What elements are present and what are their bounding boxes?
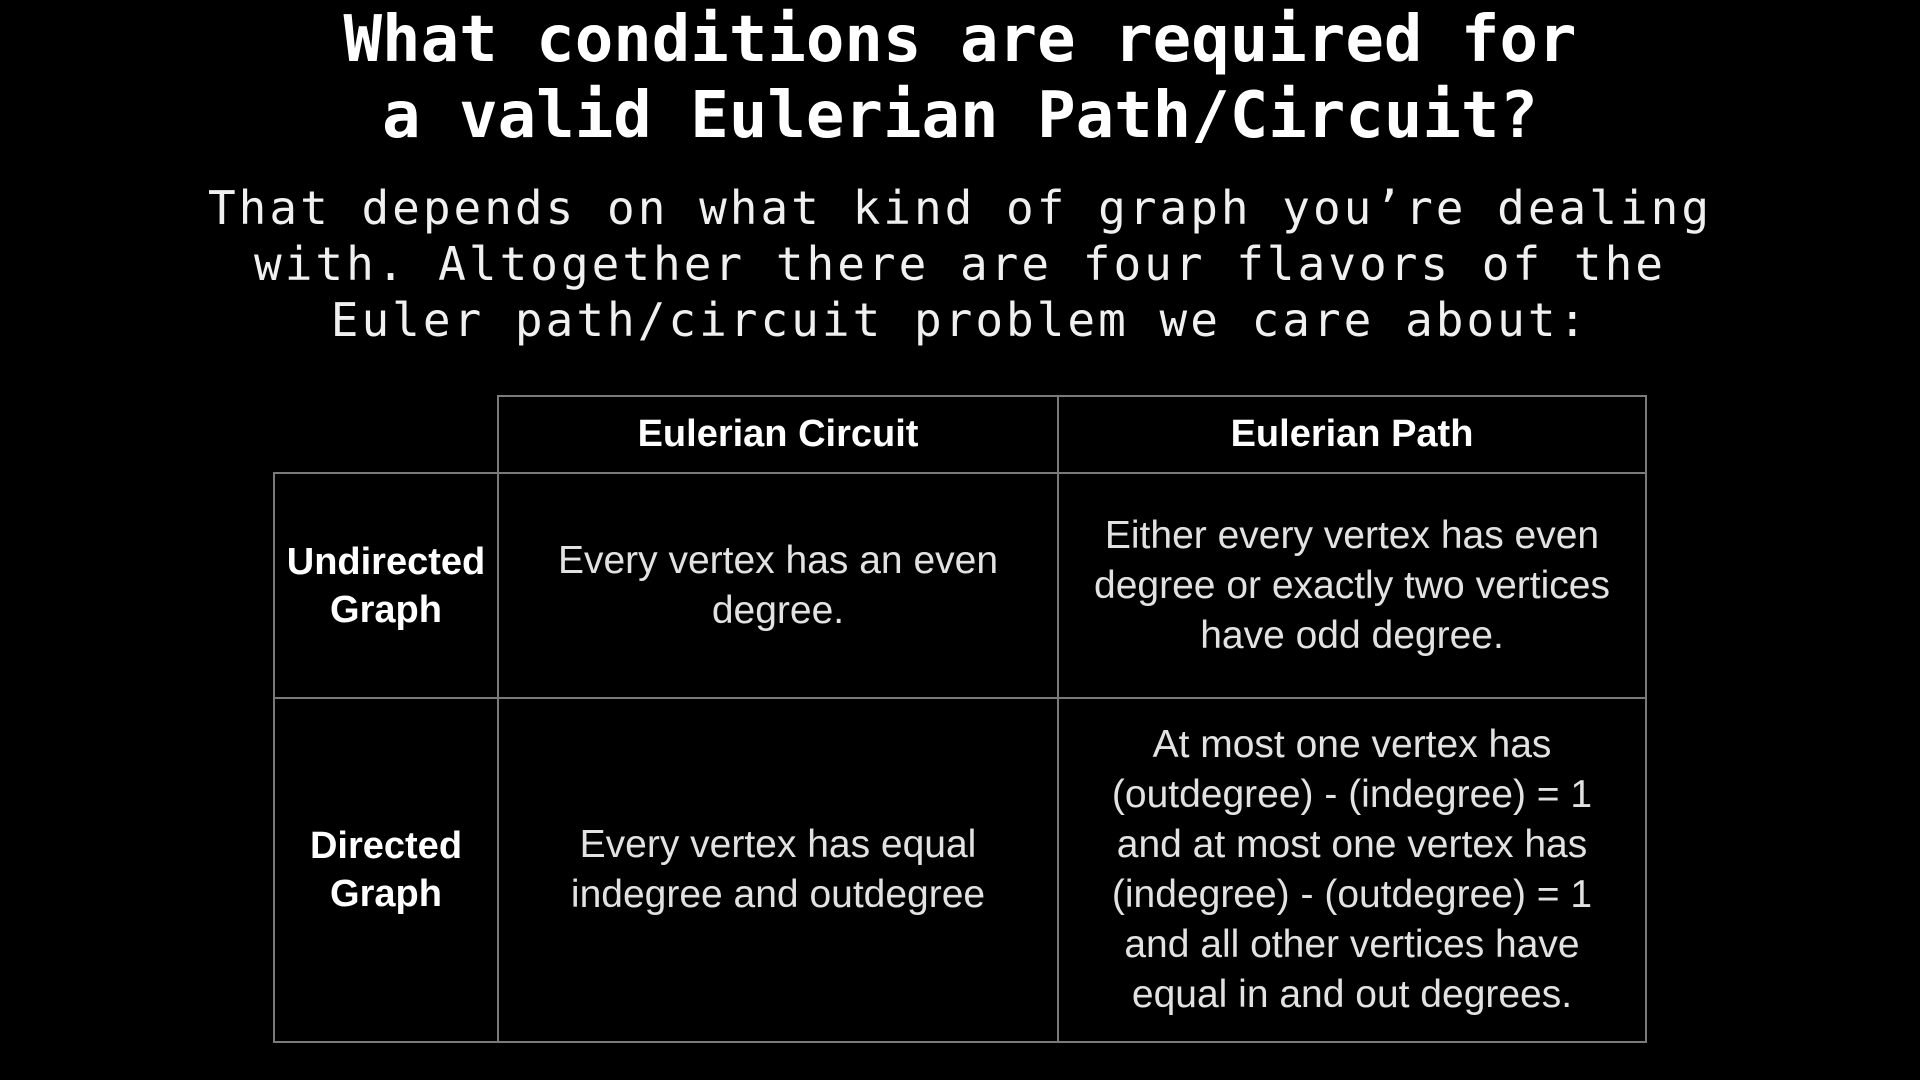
directed-path-text: At most one vertex has (outdegree) - (indegree) = 1 and at most one vertex has (indegree) - (outdegree) = 1 and all other vertices have equal in and out degrees. — [1111, 723, 1593, 1016]
undirected-circuit-text: Every vertex has an even degree. — [557, 538, 999, 632]
row-header-directed-graph — [275, 699, 497, 1041]
column-header-eulerian-circuit: Eulerian Circuit — [637, 413, 919, 455]
euler-conditions-table — [273, 395, 1647, 1043]
table-border-bottom — [273, 1041, 1647, 1043]
undirected-path-condition — [1059, 474, 1645, 697]
directed-circuit-condition — [499, 699, 1057, 1041]
title-line-2: a valid Eulerian Path/Circuit? — [382, 79, 1538, 153]
title-line-1: What conditions are required for — [343, 3, 1577, 77]
column-header-eulerian-path: Eulerian Path — [1230, 413, 1474, 455]
slide-subtitle — [0, 180, 1920, 348]
directed-path-condition — [1059, 699, 1645, 1041]
subtitle-line-2: with. Altogether there are four flavors of the — [254, 237, 1666, 291]
directed-circuit-text: Every vertex has equal indegree and outdegree — [570, 823, 986, 916]
subtitle-line-3: Euler path/circuit problem we care about: — [330, 293, 1590, 347]
row-header-directed-text: Directed Graph — [309, 825, 463, 915]
table-border-right — [1645, 395, 1647, 1043]
subtitle-line-1: That depends on what kind of graph you’re dealing — [207, 181, 1713, 235]
undirected-path-text: Either every vertex has even degree or exactly two vertices have odd degree. — [1094, 513, 1610, 657]
undirected-circuit-condition — [499, 474, 1057, 697]
slide-title — [0, 2, 1920, 154]
row-header-undirected-text: Undirected Graph — [286, 540, 486, 631]
row-header-undirected-graph — [275, 474, 497, 697]
